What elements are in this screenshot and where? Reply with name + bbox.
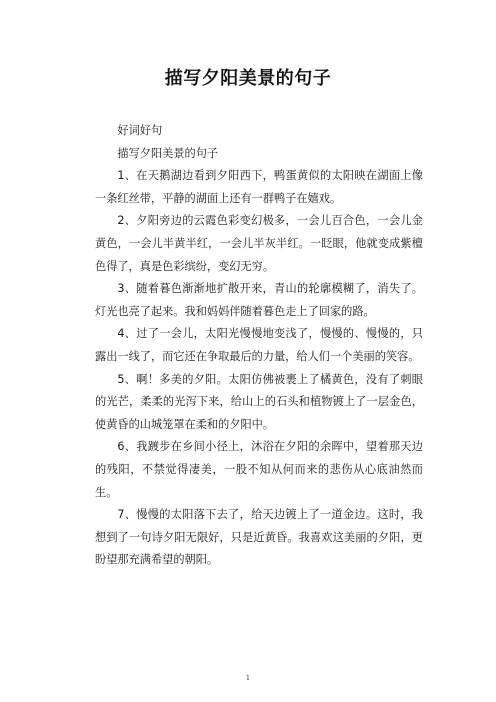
sentence-5: 5、啊！多美的夕阳。太阳仿佛被裹上了橘黄色，没有了刺眼的光芒，柔柔的光泻下来，给山上的石头和植物镀上了一层金色，使黄昏的山城笼罩在柔和的夕阳中。: [95, 372, 423, 431]
sentence-3: 3、随着暮色渐渐地扩散开来，青山的轮廓模糊了，消失了。灯光也亮了起来。我和妈妈伴随着暮色走上了回家的路。: [95, 282, 423, 318]
sentence-6: 6、我踱步在乡间小径上，沐浴在夕阳的余晖中，望着那天边的残阳，不禁觉得凄美，一股不知从何而来的悲伤从心底油然而生。: [95, 440, 423, 499]
subtitle-paragraph: 描写夕阳美景的句子: [117, 146, 219, 160]
sentence-2: 2、夕阳旁边的云霞色彩变幻极多，一会儿百合色，一会儿金黄色，一会儿半黄半红，一会儿半灰半红。一眨眼，他就变成紫檀色得了，真是色彩缤纷，变幻无穷。: [95, 214, 423, 273]
sentence-4: 4、过了一会儿，太阳光慢慢地变浅了，慢慢的、慢慢的，只露出一线了，而它还在争取最后的力量，给人们一个美丽的笑容。: [95, 327, 423, 363]
document-title: 描写夕阳美景的句子: [164, 68, 332, 89]
sentence-7: 7、慢慢的太阳落下去了，给天边镀上了一道金边。这时，我想到了一句诗夕阳无限好，只是近黄昏。我喜欢这美丽的夕阳，更盼望那充满希望的朝阳。: [95, 508, 423, 567]
page-number: 1: [245, 674, 251, 682]
document-body: [95, 120, 423, 572]
sentence-1: 1、在天鹅湖边看到夕阳西下，鸭蛋黄似的太阳映在湖面上像一条红丝带，平静的湖面上还有一群鸭子在嬉戏。: [95, 169, 423, 205]
section-label: 好词好句: [117, 124, 163, 137]
